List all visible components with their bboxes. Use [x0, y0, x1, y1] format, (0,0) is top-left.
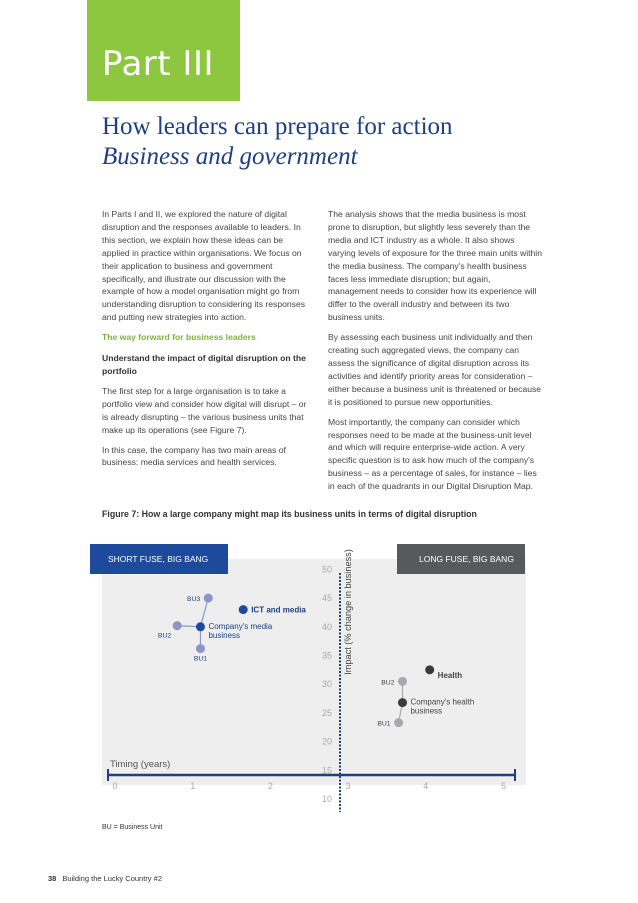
data-point: [239, 605, 248, 614]
short-fuse-label: SHORT FUSE, BIG BANG: [90, 544, 228, 574]
figure-caption: Figure 7: How a large company might map its business units in terms of digital disruption: [102, 509, 477, 519]
page-number: 38: [48, 874, 57, 883]
y-tick-label: 50: [321, 564, 332, 575]
data-point: [398, 698, 407, 707]
point-label: business: [208, 630, 241, 640]
point-label: Company's health: [410, 697, 475, 707]
green-subheading: The way forward for business leaders: [102, 332, 256, 343]
section-heading: How leaders can prepare for action: [102, 113, 453, 140]
bu-note: BU = Business Unit: [102, 824, 163, 831]
y-tick-label: 15: [321, 765, 332, 776]
x-tick-label: 4: [423, 781, 429, 791]
point-label: BU1: [377, 720, 391, 728]
paragraph: Most importantly, the company can consider which responses need to be made at the business-unit level and which will require enterprise-wide action. A very specific question is to ask how much of the company's business – as a percentage of sales, for instance – lies in each of the quadrants in our Digital Disruption Map.: [328, 416, 537, 492]
y-tick-label: 40: [321, 621, 332, 632]
y-tick-label: 35: [321, 650, 332, 661]
paragraph: By assessing each business unit individually and then creating such aggregated views, the company can assess the significance of digital disruption across its activities and identify priority areas for consideration – either because a business unit is threatened or because it is positioned to pursue new opportunities.: [328, 332, 542, 407]
y-tick-label: 30: [321, 679, 332, 690]
data-point: [204, 594, 213, 603]
y-tick-label: 45: [321, 593, 332, 604]
data-point: [196, 622, 205, 631]
x-tick-label: 1: [190, 781, 196, 791]
data-point: [196, 644, 205, 653]
quadrant-background-left: [102, 559, 340, 785]
point-label: BU3: [187, 596, 201, 604]
y-tick-label: 20: [321, 736, 332, 747]
page-footer: [48, 874, 162, 883]
data-point: [394, 718, 403, 727]
long-fuse-label: LONG FUSE, BIG BANG: [397, 544, 525, 574]
y-tick-label: 25: [321, 707, 332, 718]
paragraph: In this case, the company has two main areas of business: media services and health services.: [102, 444, 286, 468]
point-label: BU2: [381, 679, 395, 687]
x-tick-label: 3: [345, 781, 351, 791]
x-tick-label: 5: [500, 781, 507, 791]
data-point: [173, 621, 182, 630]
paragraph: The analysis shows that the media business is most prone to disruption, but slightly less severely than the media and ICT industry as a whole. It also shows varying levels of exposure for the three main units within the media business. The company's health business faces less immediate disruption; but again, management needs to consider how its experience will differ to the overall industry and between its two business units.: [328, 209, 542, 323]
data-point: [425, 665, 434, 674]
bold-subheading: Understand the impact of digital disruption on the portfolio: [102, 353, 306, 376]
x-axis-title: Timing (years): [110, 759, 171, 770]
point-label: Company's media: [208, 621, 273, 631]
point-label: ICT and media: [251, 605, 306, 615]
footer-title: Building the Lucky Country #2: [62, 874, 162, 883]
point-label: Health: [437, 670, 463, 680]
x-tick-label: 0: [112, 781, 118, 791]
part-title: Part III: [102, 44, 215, 84]
point-label: business: [410, 706, 443, 716]
paragraph: In Parts I and II, we explored the nature of digital disruption and the responses available to leaders. In this section, we explain how these ideas can be applied in practice within organisations. We focus on their application to business and government specifically, and illustrate our discussion with the example of how a model organisation might go from understanding disruption to considering its responses and putting new strategies into action.: [102, 209, 306, 323]
x-tick-label: 2: [267, 781, 273, 791]
y-axis-title: Impact (% change in business): [343, 549, 353, 675]
data-point: [398, 677, 407, 686]
y-tick-label: 10: [321, 794, 332, 804]
point-label: BU1: [193, 655, 208, 663]
point-label: BU2: [157, 632, 172, 640]
paragraph: The first step for a large organisation is to take a portfolio view and consider how digital will disrupt – or is already disrupting – the various business units that make up its operations (see Figure 7).: [102, 385, 307, 435]
section-subheading: Business and government: [102, 143, 358, 170]
